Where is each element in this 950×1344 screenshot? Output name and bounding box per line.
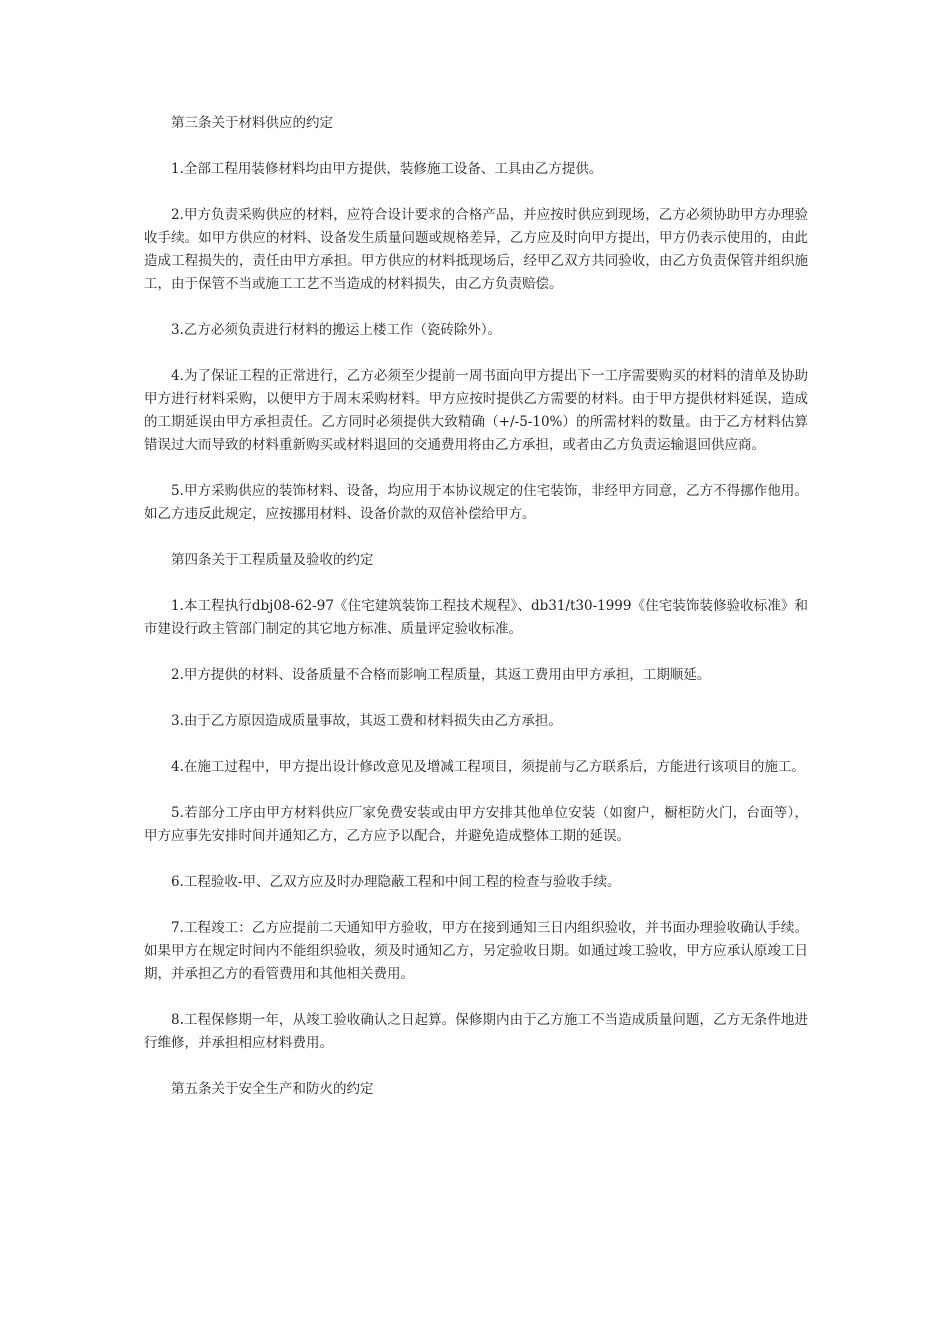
- section-4-clause-3: 3.由于乙方原因造成质量事故，其返工费和材料损失由乙方承担。: [171, 713, 562, 729]
- section-3-clause-3: 3.乙方必须负责进行材料的搬运上楼工作（瓷砖除外）。: [171, 322, 502, 338]
- section-3-clause-1: 1.全部工程用装修材料均由甲方提供，装修施工设备、工具由乙方提供。: [171, 161, 603, 177]
- section-4-clause-7: 7.工程竣工：乙方应提前二天通知甲方验收，甲方在接到通知三日内组织验收，并书面办理验收确认手续。如果甲方在规定时间内不能组织验收，须及时通知乙方，另定验收日期。如通过竣工验收，甲方应承认原竣工日期，并承担乙方的看管费用和其他相关费用。: [144, 920, 808, 982]
- section-4-clause-4: 4.在施工过程中，甲方提出设计修改意见及增减工程项目，须提前与乙方联系后，方能进行该项目的施工。: [171, 759, 805, 775]
- section-3-clause-2: 2.甲方负责采购供应的材料，应符合设计要求的合格产品，并应按时供应到现场，乙方必须协助甲方办理验收手续。如甲方供应的材料、设备发生质量问题或规格差异，乙方应及时向甲方提出，甲方仍表示使用的，由此造成工程损失的，责任由甲方承担。甲方供应的材料抵现场后，经甲乙双方共同验收，由乙方负责保管并组织施工，由于保管不当或施工工艺不当造成的材料损失，由乙方负责赔偿。: [144, 207, 808, 292]
- section-4-clause-6: 6.工程验收-甲、乙双方应及时办理隐蔽工程和中间工程的检查与验收手续。: [171, 874, 621, 890]
- document-page: [144, 112, 808, 1124]
- section-4-clause-2: 2.甲方提供的材料、设备质量不合格而影响工程质量，其返工费用由甲方承担，工期顺延。: [171, 667, 711, 683]
- section-5-heading: 第五条关于安全生产和防火的约定: [171, 1081, 374, 1097]
- section-3-clause-4: 4.为了保证工程的正常进行，乙方必须至少提前一周书面向甲方提出下一工序需要购买的材料的清单及协助甲方进行材料采购，以便甲方于周末采购材料。甲方应按时提供乙方需要的材料。由于甲方提供材料延误，造成的工期延误由甲方承担责任。乙方同时必须提供大致精确（+/-5-10%）的所需材料的数量。由于乙方材料估算错误过大而导致的材料重新购买或材料退回的交通费用将由乙方承担，或者由乙方负责运输退回供应商。: [144, 368, 808, 453]
- section-4-clause-5: 5.若部分工序由甲方材料供应厂家免费安装或由甲方安排其他单位安装（如窗户，橱柜防火门，台面等），甲方应事先安排时间并通知乙方，乙方应予以配合，并避免造成整体工期的延误。: [144, 805, 808, 844]
- section-4-clause-8: 8.工程保修期一年，从竣工验收确认之日起算。保修期内由于乙方施工不当造成质量问题，乙方无条件地进行维修，并承担相应材料费用。: [144, 1012, 808, 1051]
- section-3-heading: 第三条关于材料供应的约定: [171, 115, 333, 131]
- section-3-clause-5: 5.甲方采购供应的装饰材料、设备，均应用于本协议规定的住宅装饰，非经甲方同意，乙方不得挪作他用。如乙方违反此规定，应按挪用材料、设备价款的双倍补偿给甲方。: [144, 483, 808, 522]
- section-4-heading: 第四条关于工程质量及验收的约定: [171, 552, 374, 568]
- section-4-clause-1: 1.本工程执行dbj08-62-97《住宅建筑装饰工程技术规程》、db31/t30-1999《住宅装饰装修验收标准》和市建设行政主管部门制定的其它地方标准、质量评定验收标准。: [144, 598, 808, 637]
